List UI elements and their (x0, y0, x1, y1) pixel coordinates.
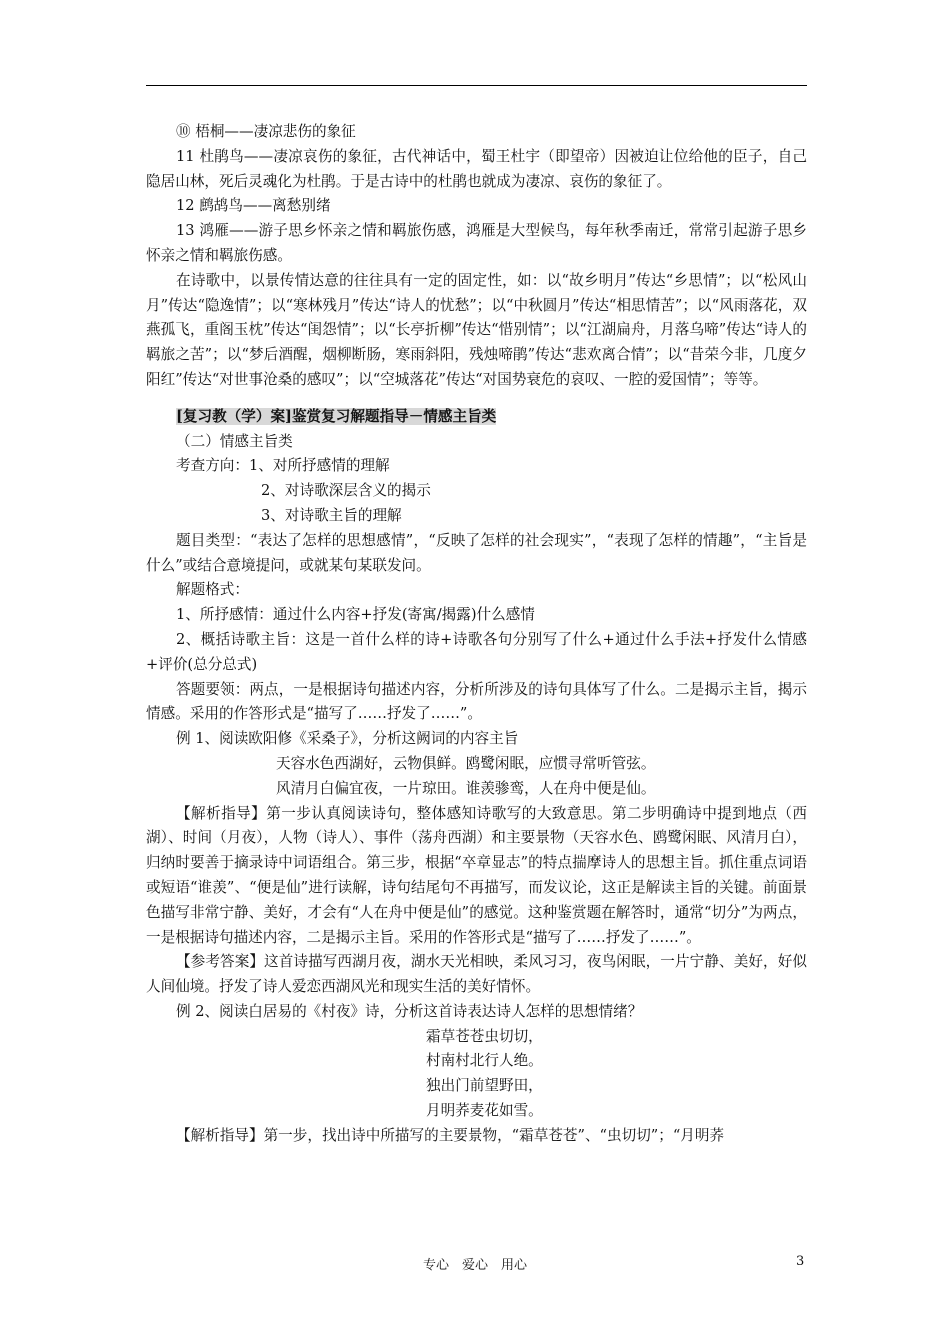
text-line: 12 鹧鸪鸟——离愁别绪 (176, 197, 331, 215)
text-paragraph: 答题要领：两点，一是根据诗句描述内容，分析所涉及的诗句具体写了什么。二是揭示主旨，揭示情感。采用的作答形式是“描写了……抒发了……”。 (146, 680, 807, 723)
page-body (146, 120, 807, 1149)
text-line: 例 2、阅读白居易的《村夜》诗，分析这首诗表达诗人怎样的思想情绪？ (176, 1002, 643, 1020)
text-line: 考查方向：1、对所抒感情的理解 (176, 457, 390, 475)
page-number: 3 (796, 1254, 805, 1269)
text-paragraph: 题目类型：“表达了怎样的思想感情”，“反映了怎样的社会现实”，“表现了怎样的情趣”，“主旨是什么”或结合意境提问，或就某句某联发问。 (146, 531, 807, 574)
text-paragraph: 【解析指导】第一步，找出诗中所描写的主要景物，“霜草苍苍”、“虫切切”；“月明荞 (176, 1126, 725, 1144)
poem-line: 村南村北行人绝。 (426, 1052, 543, 1070)
text-paragraph: 【参考答案】这首诗描写西湖月夜，湖水天光相映，柔风习习，夜鸟闲眠，一片宁静、美好，好似人间仙境。抒发了诗人爱恋西湖风光和现实生活的美好情怀。 (146, 953, 807, 996)
text-line: 例 1、阅读欧阳修《采桑子》，分析这阙词的内容主旨 (176, 730, 519, 748)
poem-line: 月明荞麦花如雪。 (426, 1102, 543, 1120)
text-line: 1、所抒感情：通过什么内容+抒发(寄寓/揭露)什么感情 (176, 606, 535, 624)
text-paragraph: 11 杜鹃鸟——凄凉哀伤的象征，古代神话中，蜀王杜宇（即望帝）因被迫让位给他的臣子，自己隐居山林，死后灵魂化为杜鹃。于是古诗中的杜鹃也就成为凄凉、哀伤的象征了。 (146, 147, 807, 190)
section-heading (146, 405, 807, 430)
text-paragraph: 13 鸿雁——游子思乡怀亲之情和羁旅伤感，鸿雁是大型候鸟，每年秋季南迁，常常引起游子思乡怀亲之情和羁旅伤感。 (146, 222, 807, 264)
text-paragraph: 2、概括诗歌主旨：这是一首什么样的诗+诗歌各句分别写了什么+通过什么手法+抒发什么情感+评价(总分总式) (146, 630, 807, 673)
poem-line: 霜草苍苍虫切切， (426, 1027, 543, 1045)
header-rule (146, 85, 807, 86)
text-paragraph: 在诗歌中，以景传情达意的往往具有一定的固定性，如：以“故乡明月”传达“乡思情”；以“松风山月”传达“隐逸情”；以“寒林残月”传达“诗人的忧愁”；以“中秋圆月”传达“相思情苦”；以“风雨落花，双燕孤飞，重阁玉枕”传达“闺怨情”；以“长亭折柳”传达“惜别情”；以“江湖扁舟，月落乌啼”传达“诗人的羁旅之苦”；以“梦后酒醒，烟柳断肠，寒雨斜阳，残烛啼鹃”传达“悲欢离合情”；以“昔荣今非，几度夕阳红”传达“对世事沧桑的感叹”；以“空城落花”传达“对国势衰危的哀叹、一腔的爱国情”；等等。 (146, 271, 807, 388)
text-line: 2、对诗歌深层含义的揭示 (261, 482, 431, 500)
text-line: ⑩ 梧桐——凄凉悲伤的象征 (176, 123, 356, 140)
footer-motto: 专心 爱心 用心 (422, 1258, 527, 1273)
text-line: 3、对诗歌主旨的理解 (261, 506, 402, 524)
section-heading-text: [复习教（学）案]鉴赏复习解题指导－情感主旨类 (176, 407, 497, 425)
text-line: 解题格式： (176, 581, 249, 599)
text-paragraph: 【解析指导】第一步认真阅读诗句，整体感知诗歌写的大致意思。第二步明确诗中提到地点（西湖）、时间（月夜），人物（诗人）、事件（荡舟西湖）和主要景物（天容水色、鸥鹭闲眠、风清月白），归纳时要善于摘录诗中词语组合。第三步，根据“卒章显志”的特点揣摩诗人的思想主旨。抓住重点词语或短语“谁羡”、“便是仙”进行读解，诗句结尾句不再描写，而发议论，这正是解读主旨的关键。前面景色描写非常宁静、美好，才会有“人在舟中便是仙”的感觉。这种鉴赏题在解答时，通常“切分”为两点，一是根据诗句描述内容，二是揭示主旨。采用的作答形式是“描写了……抒发了……”。 (146, 804, 807, 946)
poem-line: 独出门前望野田， (426, 1077, 543, 1095)
poem-line: 风清月白偏宜夜，一片琼田。谁羡骖鸾，人在舟中便是仙。 (276, 779, 656, 797)
text-line: （二）情感主旨类 (176, 432, 293, 450)
poem-line: 天容水色西湖好，云物俱鲜。鸥鹭闲眠，应惯寻常听管弦。 (276, 754, 656, 772)
